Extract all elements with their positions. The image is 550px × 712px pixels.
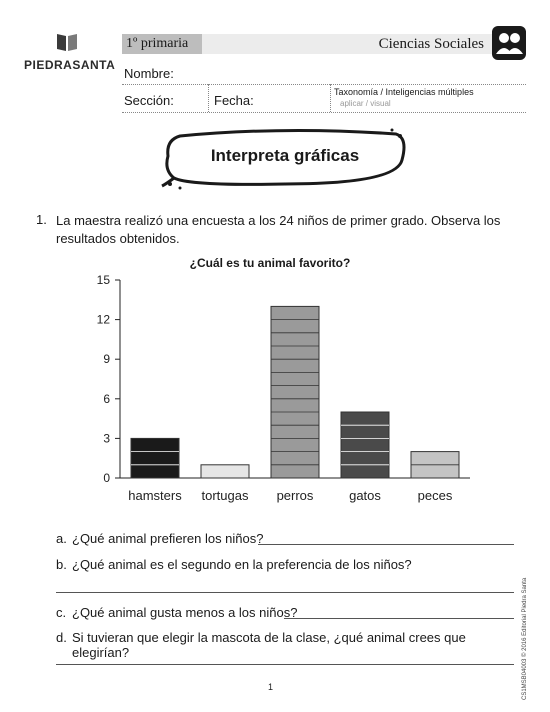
section-label: Sección: xyxy=(124,93,174,108)
x-tick-label: gatos xyxy=(349,488,381,503)
subq-b-text: ¿Qué animal es el segundo en la preferencia de los niños? xyxy=(72,557,412,572)
question-text: La maestra realizó una encuesta a los 24 niños de primer grado. Observa los resultados obtenidos. xyxy=(56,213,501,246)
taxonomy-title: Taxonomía / Inteligencias múltiples xyxy=(334,87,474,97)
subq-d-text: Si tuvieran que elegir la mascota de la clase, ¿qué animal crees que elegirían? xyxy=(72,630,466,660)
x-tick-label: hamsters xyxy=(128,488,182,503)
taxonomy-values: aplicar / visual xyxy=(340,99,391,108)
page-number: 1 xyxy=(268,682,274,692)
answer-line-b[interactable] xyxy=(56,592,514,593)
subq-a-label: a. xyxy=(56,531,67,546)
x-tick-label: tortugas xyxy=(201,488,249,503)
bar-tortugas xyxy=(201,465,249,478)
copyright-note: CS1MSB04003 © 2016 Editorial Piedra Santa xyxy=(522,577,528,700)
activity-title: Interpreta gráficas xyxy=(210,146,360,165)
people-icon xyxy=(492,26,526,60)
y-tick-label: 12 xyxy=(96,312,110,327)
bar-chart xyxy=(80,270,480,510)
subject-label: Ciencias Sociales xyxy=(202,34,492,54)
section-divider xyxy=(122,112,526,113)
section-separator xyxy=(208,84,209,112)
subq-c-text: ¿Qué animal gusta menos a los niños? xyxy=(72,605,298,620)
name-label: Nombre: xyxy=(124,66,174,81)
subq-c-label: c. xyxy=(56,605,67,620)
subq-b-label: b. xyxy=(56,557,67,572)
subq-d-label: d. xyxy=(56,630,67,645)
answer-line-c[interactable] xyxy=(284,618,514,619)
question-number: 1. xyxy=(36,212,47,227)
x-tick-label: perros xyxy=(276,488,314,503)
y-tick-label: 15 xyxy=(96,273,110,287)
y-tick-label: 3 xyxy=(103,431,110,446)
answer-line-d[interactable] xyxy=(56,664,514,665)
subq-a-text: ¿Qué animal prefieren los niños? xyxy=(72,531,264,546)
chart-title: ¿Cuál es tu animal favorito? xyxy=(189,256,351,270)
bar-perros xyxy=(271,306,319,478)
bar-gatos xyxy=(341,412,389,478)
date-separator xyxy=(330,84,331,112)
y-tick-label: 6 xyxy=(103,391,110,406)
publisher-logo: PIEDRASANTA xyxy=(24,58,116,72)
date-label: Fecha: xyxy=(214,93,254,108)
y-tick-label: 9 xyxy=(103,352,110,367)
name-divider xyxy=(122,84,526,85)
book-logo-icon xyxy=(56,32,78,52)
x-tick-label: peces xyxy=(417,488,453,503)
bar-hamsters xyxy=(131,438,179,478)
answer-line-a[interactable] xyxy=(258,544,514,545)
grade-label: 1º primaria xyxy=(122,34,202,54)
y-tick-label: 0 xyxy=(103,471,110,485)
